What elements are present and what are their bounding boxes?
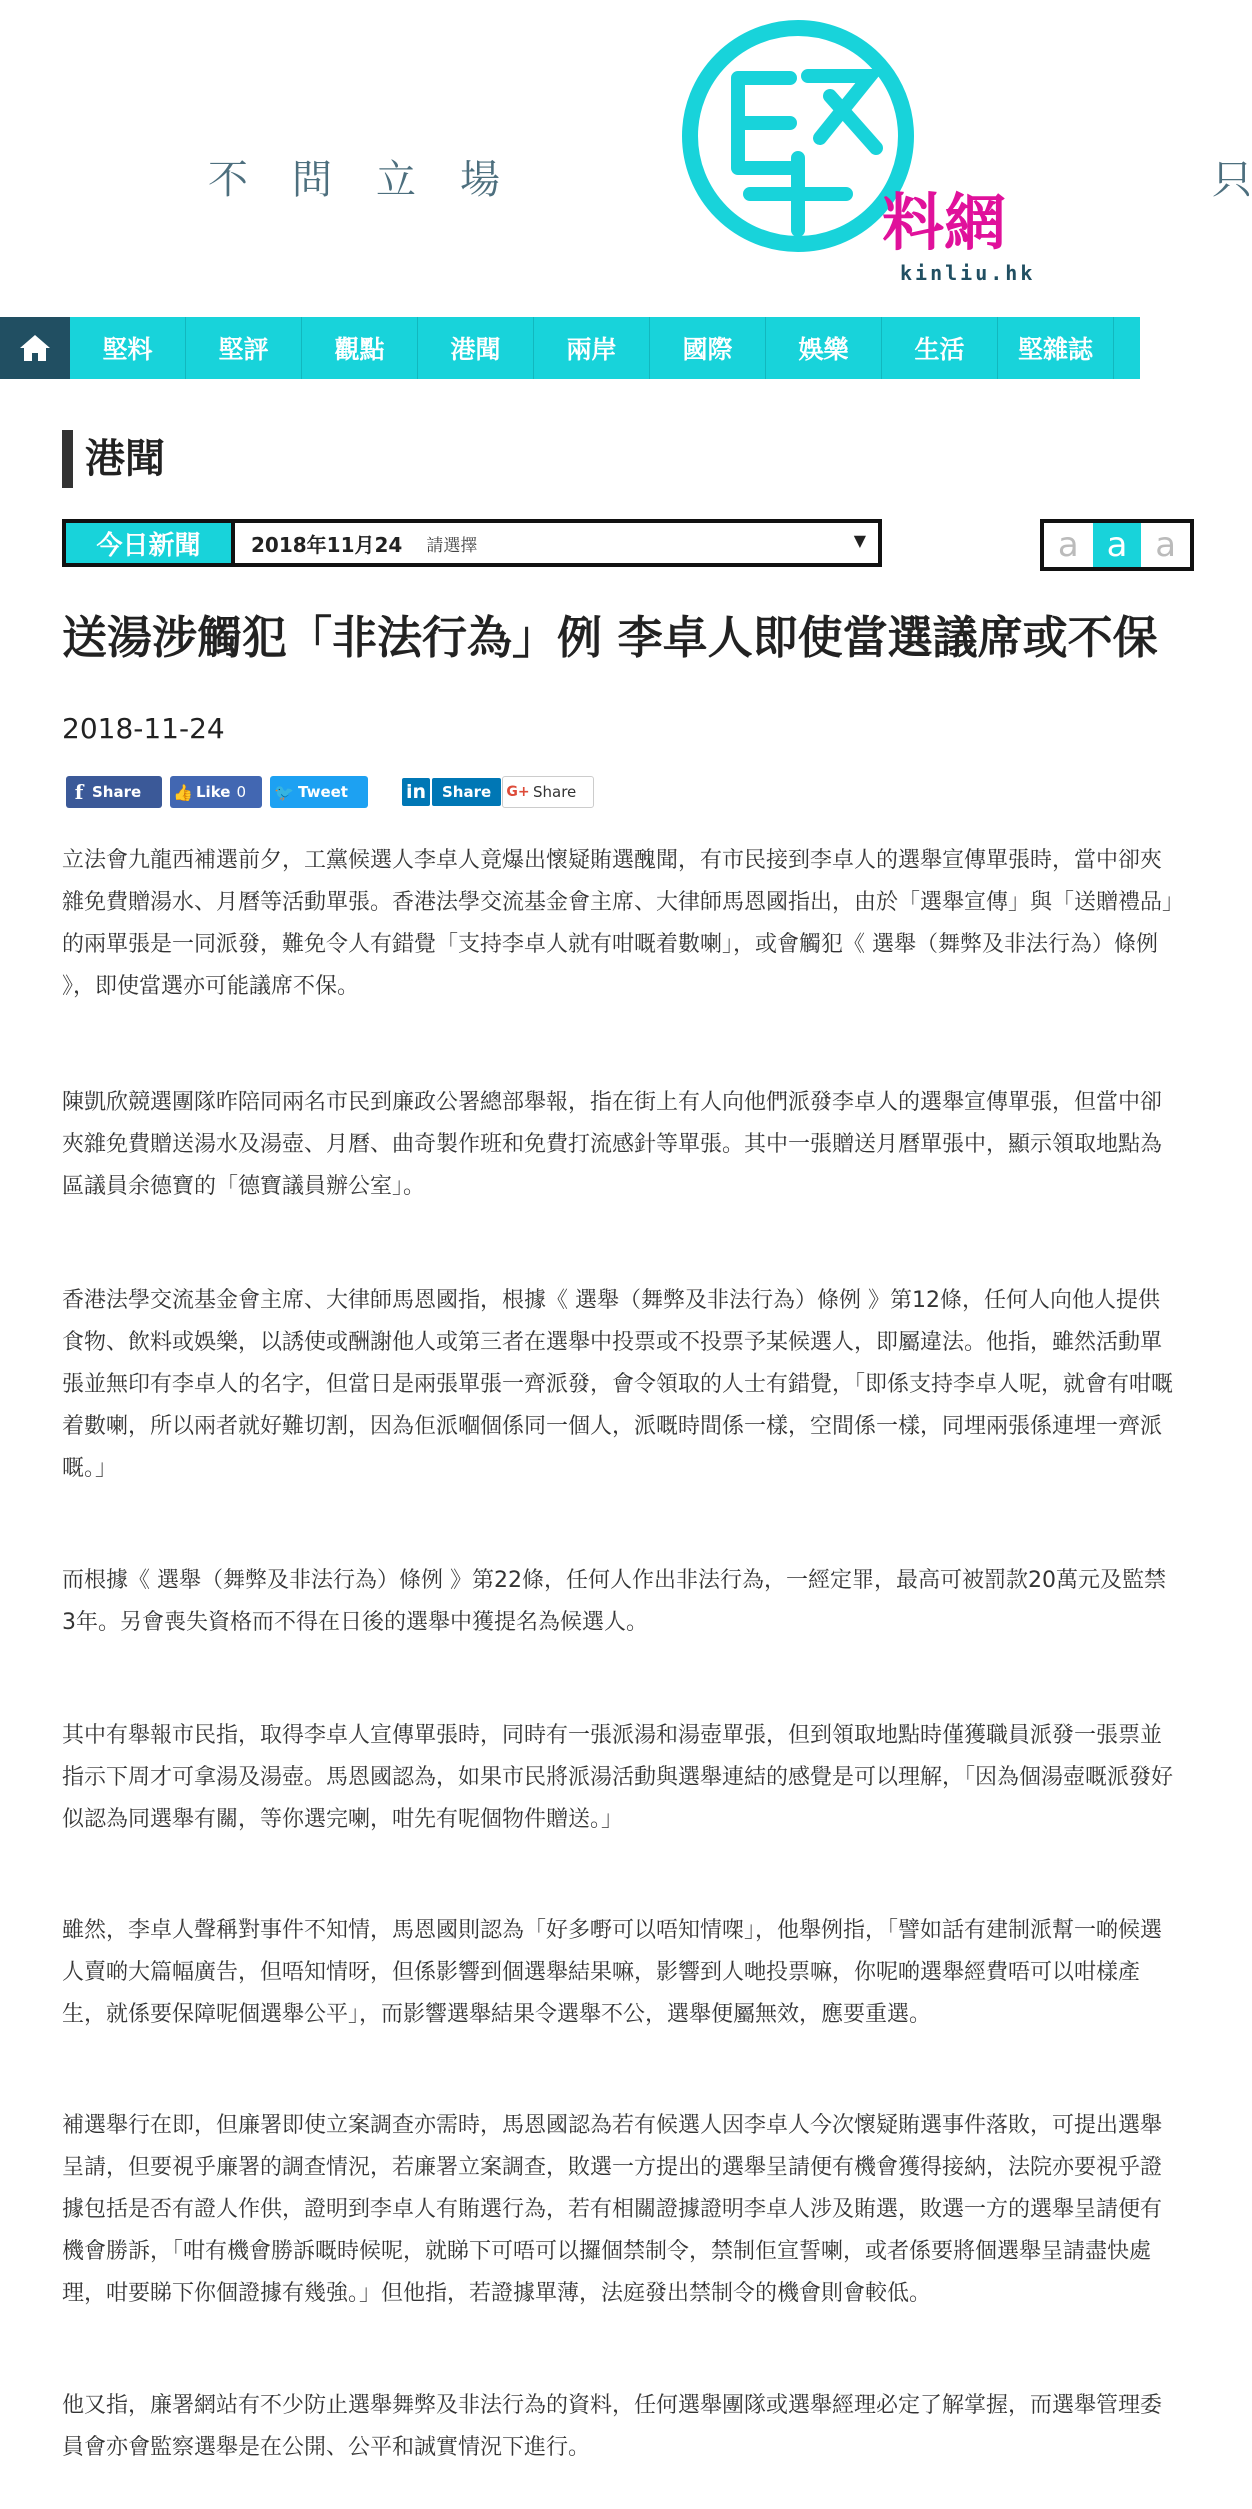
nav-item-lifestyle[interactable]: 生活 [882, 317, 998, 379]
linkedin-icon: in [402, 778, 430, 806]
nav-item-commentary[interactable]: 堅評 [186, 317, 302, 379]
site-slogan-cont: 只 [1212, 157, 1252, 203]
article-paragraph: 立法會九龍西補選前夕，工黨候選人李卓人竟爆出懷疑賄選醜聞，有市民接到李卓人的選舉宣傳單張時，當中卻夾雜免費贈湯水、月曆等活動單張。香港法學交流基金會主席、大律師馬恩國指出，由於「選舉宣傳」與「送贈禮品」的兩單張是一同派發，難免令人有錯覺「支持李卓人就有咁嘅着數喇」，或會觸犯《 選舉（舞弊及非法行為）條例 》，即使當選亦可能議席不保。 [62, 848, 1174, 999]
selected-date: 2018年11月24 [251, 532, 403, 557]
today-news-label[interactable]: 今日新聞 [66, 523, 235, 563]
google-plus-share-button[interactable] [502, 776, 594, 808]
section-title: 港聞 [62, 430, 165, 488]
nav-item-cross-strait[interactable]: 兩岸 [534, 317, 650, 379]
nav-item-hk-news[interactable]: 港聞 [418, 317, 534, 379]
nav-item-magazine[interactable]: 堅雜誌 [998, 317, 1114, 379]
facebook-share-label: Share [92, 783, 142, 801]
like-count: 0 [236, 783, 246, 801]
facebook-icon: f [74, 780, 84, 804]
date-selector[interactable] [62, 519, 882, 567]
article-paragraph: 雖然，李卓人聲稱對事件不知情，馬恩國則認為「好多嘢可以唔知情㗎」，他舉例指，「譬如話有建制派幫一啲候選人賣啲大篇幅廣告，但唔知情呀，但係影響到個選舉結果嘛，影響到人哋投票嘛，你呢啲選舉經費唔可以咁樣產生，就係要保障呢個選舉公平」，而影響選舉結果令選舉不公，選舉便屬無效，應要重選。 [62, 1918, 1163, 2027]
article-paragraph: 香港法學交流基金會主席、大律師馬恩國指，根據《 選舉（舞弊及非法行為）條例 》第12條，任何人向他人提供食物、飲料或娛樂，以誘使或酬謝他人或第三者在選舉中投票或不投票予某候選人，即屬違法。他指，雖然活動單張並無印有李卓人的名字，但當日是兩張單張一齊派發，會令領取的人士有錯覺，「即係支持李卓人呢，就會有咁嘅着數喇，所以兩者就好難切割，因為佢派嗰個係同一個人，派嘅時間係一樣，空間係一樣，同埋兩張係連埋一齊派嘅。」 [62, 1288, 1174, 1481]
google-plus-icon: G+ [506, 784, 530, 800]
home-icon [18, 333, 52, 363]
article-paragraph: 他又指，廉署網站有不少防止選舉舞弊及非法行為的資料，任何選舉團隊或選舉經理必定了解掌握，而選舉管理委員會亦會監察選舉是在公開、公平和誠實情況下進行。 [62, 2393, 1163, 2460]
thumbs-up-icon: 👍 [173, 782, 193, 802]
article-date: 2018-11-24 [62, 712, 225, 745]
google-share-label: Share [533, 783, 577, 801]
facebook-share-button[interactable] [66, 776, 162, 808]
font-size-small-button[interactable]: a [1057, 525, 1079, 565]
nav-item-kinliu[interactable]: 堅料 [70, 317, 186, 379]
site-header [0, 0, 1252, 310]
date-dropdown-placeholder[interactable]: 請選擇 [426, 535, 478, 556]
linkedin-share-label: Share [432, 778, 501, 806]
font-size-switcher [1040, 519, 1194, 571]
nav-item-opinion[interactable]: 觀點 [302, 317, 418, 379]
twitter-tweet-button[interactable] [270, 776, 368, 808]
main-nav [0, 317, 1140, 379]
nav-item-international[interactable]: 國際 [650, 317, 766, 379]
home-button[interactable] [0, 317, 70, 379]
article-paragraph: 補選舉行在即，但廉署即使立案調查亦需時，馬恩國認為若有候選人因李卓人今次懷疑賄選事件落敗，可提出選舉呈請，但要視乎廉署的調查情況，若廉署立案調查，敗選一方提出的選舉呈請便有機會獲得接納，法院亦要視乎證據包括是否有證人作供，證明到李卓人有賄選行為，若有相關證據證明李卓人涉及賄選，敗選一方的選舉呈請便有機會勝訴，「咁有機會勝訴嘅時候呢，就睇下可唔可以攞個禁制令，禁制佢宣誓喇，或者係要將個選舉呈請盡快處理，咁要睇下你個證據有幾強。」但他指，若證據單薄，法庭發出禁制令的機會則會較低。 [62, 2113, 1163, 2306]
logo-wordmark: 料網 [882, 186, 1007, 259]
article-paragraph: 陳凱欣競選團隊昨陪同兩名市民到廉政公署總部舉報，指在街上有人向他們派發李卓人的選舉宣傳單張，但當中卻夾雜免費贈送湯水及湯壺、月曆、曲奇製作班和免費打流感針等單張。其中一張贈送月曆單張中，顯示領取地點為區議員余德寶的「德寶議員辦公室」。 [62, 1090, 1163, 1199]
article-headline: 送湯涉觸犯「非法行為」例 李卓人即使當選議席或不保 [62, 611, 1158, 664]
font-size-medium-button[interactable]: a [1093, 523, 1142, 567]
article-paragraph: 而根據《 選舉（舞弊及非法行為）條例 》第22條，任何人作出非法行為，一經定罪，最高可被罰款20萬元及監禁3年。另會喪失資格而不得在日後的選舉中獲提名為候選人。 [62, 1568, 1166, 1635]
dropdown-arrow-icon[interactable]: ▼ [853, 531, 866, 550]
tweet-label: Tweet [298, 783, 348, 801]
font-size-large-button[interactable]: a [1155, 525, 1177, 565]
like-label: Like [196, 783, 231, 801]
facebook-like-button[interactable] [170, 776, 262, 808]
article-paragraph: 其中有舉報市民指，取得李卓人宣傳單張時，同時有一張派湯和湯壺單張，但到領取地點時僅獲職員派發一張票並指示下周才可拿湯及湯壺。馬恩國認為，如果市民將派湯活動與選舉連結的感覺是可以理解，「因為個湯壺嘅派發好似認為同選舉有關，等你選完喇，咁先有呢個物件贈送。」 [62, 1723, 1174, 1832]
site-slogan: 不問立場 [208, 157, 544, 203]
nav-item-entertainment[interactable]: 娛樂 [766, 317, 882, 379]
logo-domain: kinliu.hk [900, 261, 1036, 285]
site-logo[interactable] [680, 18, 1080, 288]
twitter-bird-icon: 🐦 [274, 782, 294, 802]
